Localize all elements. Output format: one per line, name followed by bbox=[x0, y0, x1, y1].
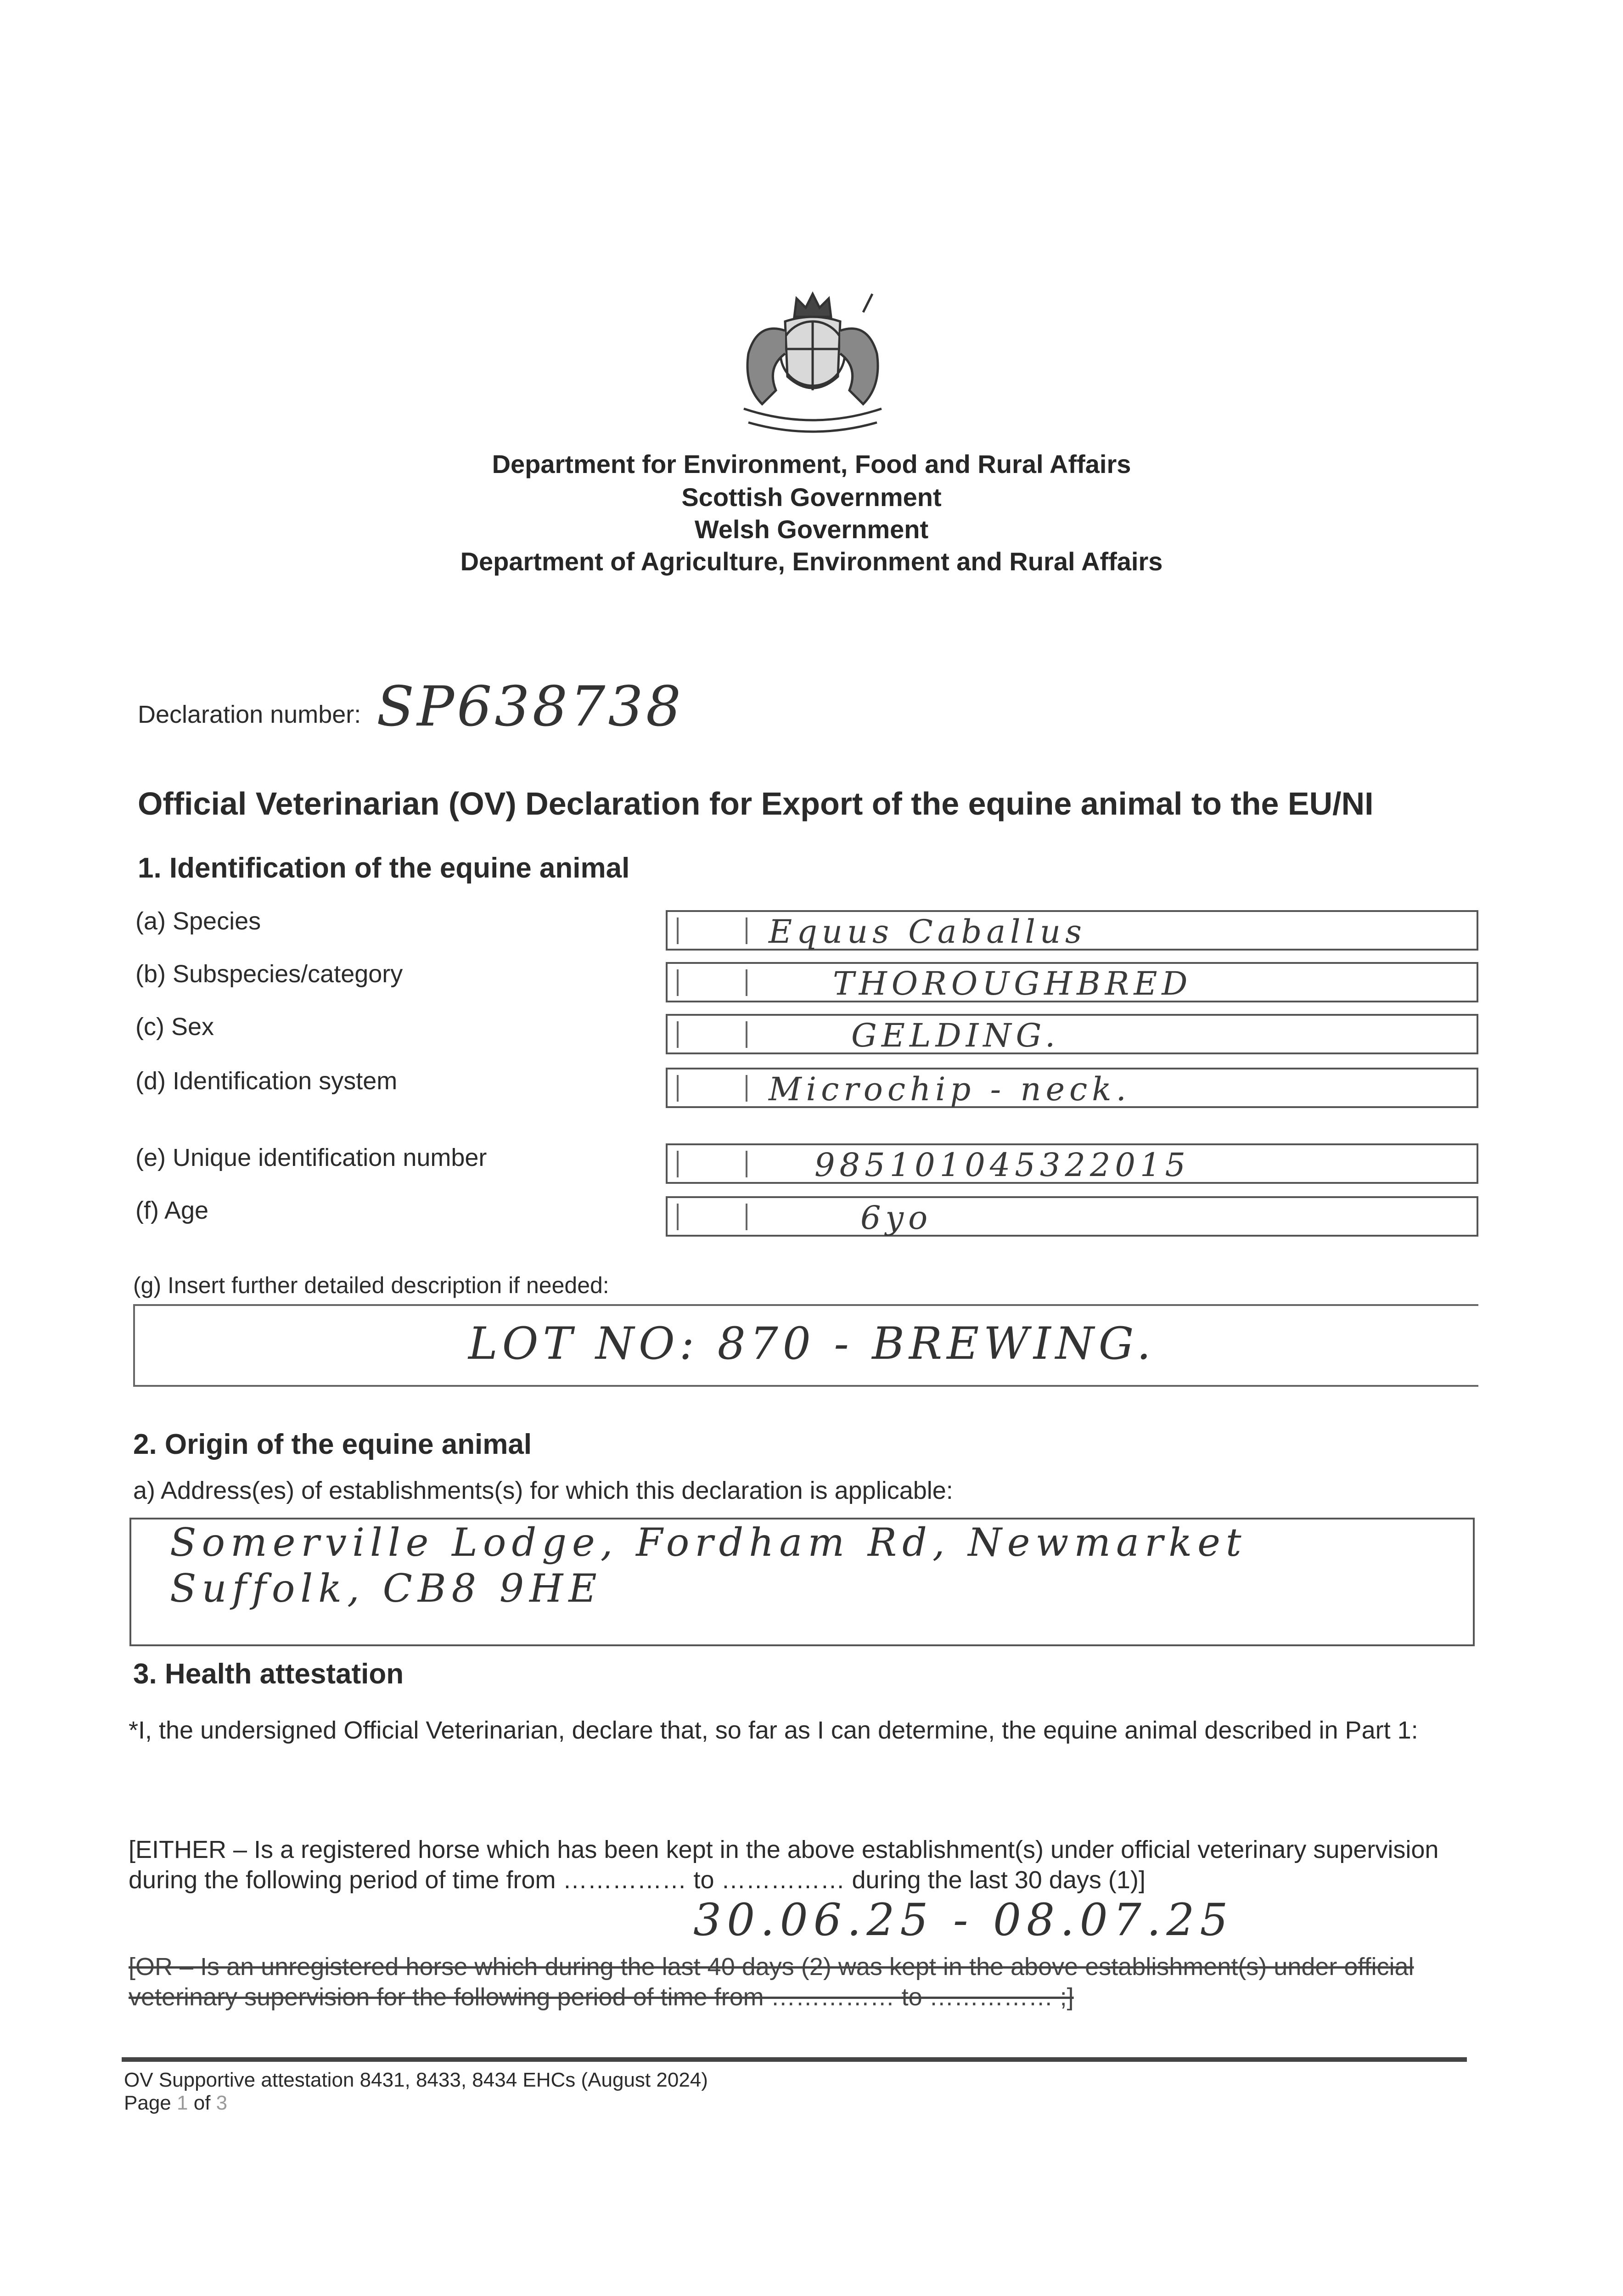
subspecies-label: (b) Subspecies/category bbox=[135, 960, 403, 988]
department-line: Welsh Government bbox=[694, 515, 929, 544]
species-label: (a) Species bbox=[135, 907, 261, 935]
department-line: Scottish Government bbox=[681, 483, 942, 512]
footer-divider bbox=[122, 2057, 1467, 2062]
sex-label: (c) Sex bbox=[135, 1013, 214, 1041]
department-line: Department for Environment, Food and Rural Affairs bbox=[492, 450, 1131, 478]
section2-heading: 2. Origin of the equine animal bbox=[133, 1429, 532, 1460]
age-value: 6yo bbox=[860, 1199, 932, 1237]
page-of: of bbox=[193, 2092, 211, 2114]
subspecies-value: THOROUGHBRED bbox=[833, 965, 1192, 1002]
health-intro-text: *I, the undersigned Official Veterinarian, declare that, so far as I can determine, the equine animal described in Part 1: bbox=[129, 1716, 1418, 1744]
royal-coat-of-arms-emblem bbox=[716, 285, 909, 441]
department-line: Department of Agriculture, Environment and Rural Affairs bbox=[460, 547, 1163, 576]
age-label: (f) Age bbox=[135, 1197, 209, 1224]
either-option-text: [EITHER – Is a registered horse which has been kept in the above establishment(s) under official veterinary supervision during the following period of time from …………… to …………… during the last 30 days (1)] bbox=[129, 1836, 1439, 1894]
page-total: 3 bbox=[216, 2092, 228, 2114]
page-prefix: Page bbox=[124, 2092, 171, 2114]
species-field bbox=[666, 910, 1478, 951]
sex-field bbox=[666, 1014, 1478, 1054]
unique-id-label: (e) Unique identification number bbox=[135, 1144, 487, 1171]
page-indicator bbox=[124, 2092, 227, 2115]
further-description-label: (g) Insert further detailed description if needed: bbox=[133, 1272, 609, 1298]
address-line1: Somerville Lodge, Fordham Rd, Newmarket bbox=[170, 1520, 1247, 1565]
species-value: Equus Caballus bbox=[769, 913, 1086, 951]
page-title: Official Veterinarian (OV) Declaration for Export of the equine animal to the EU/NI bbox=[138, 786, 1374, 822]
identification-system-label: (d) Identification system bbox=[135, 1067, 398, 1095]
form-reference: OV Supportive attestation 8431, 8433, 8434 EHCs (August 2024) bbox=[124, 2069, 708, 2091]
further-description-value: LOT NO: 870 - BREWING. bbox=[468, 1318, 1156, 1369]
section1-heading: 1. Identification of the equine animal bbox=[138, 852, 630, 884]
sex-value: GELDING. bbox=[851, 1017, 1060, 1054]
unique-id-value: 985101045322015 bbox=[814, 1146, 1191, 1184]
age-field bbox=[666, 1196, 1478, 1237]
declaration-number-label: Declaration number: bbox=[138, 701, 361, 728]
identification-system-field bbox=[666, 1068, 1478, 1108]
address-label: a) Address(es) of establishments(s) for which this declaration is applicable: bbox=[133, 1477, 953, 1504]
address-line2: Suffolk, CB8 9HE bbox=[170, 1566, 602, 1611]
page-number: 1 bbox=[177, 2092, 188, 2114]
either-dates-value: 30.06.25 - 08.07.25 bbox=[693, 1894, 1234, 1946]
subspecies-field bbox=[666, 962, 1478, 1002]
unique-id-field bbox=[666, 1143, 1478, 1184]
identification-system-value: Microchip - neck. bbox=[769, 1070, 1131, 1108]
section3-heading: 3. Health attestation bbox=[133, 1658, 404, 1690]
or-option-text: [OR – Is an unregistered horse which during the last 40 days (2) was kept in the above establishment(s) under official veterinary supervision for the following period of time from …………… to …………… ;] bbox=[129, 1953, 1414, 2011]
declaration-number-value: SP638738 bbox=[376, 675, 684, 739]
